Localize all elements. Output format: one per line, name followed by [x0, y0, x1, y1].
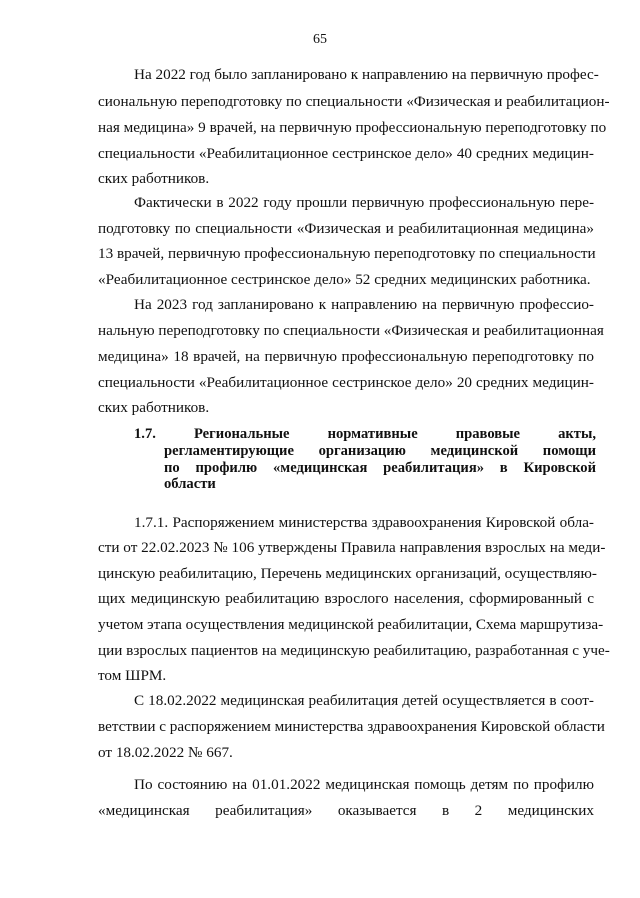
heading-line: регламентирующие организацию медицинской помощи — [164, 443, 596, 459]
text-line: цинскую реабилитацию, Перечень медицинских организаций, осуществляю- — [98, 565, 597, 582]
page-number: 65 — [313, 32, 327, 47]
heading-line: по профилю «медицинская реабилитация» в Кировской — [164, 460, 596, 476]
text-line: сти от 22.02.2023 № 106 утверждены Правила направления взрослых на меди- — [98, 539, 606, 556]
text-line: По состоянию на 01.01.2022 медицинская помощь детям по профилю — [134, 776, 594, 793]
text-line: сиональную переподготовку по специальности «Физическая и реабилитацион- — [98, 93, 610, 110]
text-line: 1.7.1. Распоряжением министерства здравоохранения Кировской обла- — [134, 514, 594, 531]
text-line: ная медицина» 9 врачей, на первичную профессиональную переподготовку по — [98, 119, 607, 136]
text-line: ции взрослых пациентов на медицинскую реабилитацию, разработанная с уче- — [98, 642, 610, 659]
text-line: том ШРМ. — [98, 667, 167, 684]
text-line: медицина» 18 врачей, на первичную профессиональную переподготовку по — [98, 348, 594, 365]
text-line: учетом этапа осуществления медицинской реабилитации, Схема маршрутиза- — [98, 616, 604, 633]
text-line: специальности «Реабилитационное сестринское дело» 20 средних медицин- — [98, 374, 594, 391]
text-line: На 2023 год запланировано к направлению на первичную профессио- — [134, 296, 594, 313]
text-line: нальную переподготовку по специальности «Физическая и реабилитационная — [98, 322, 604, 339]
text-line: С 18.02.2022 медицинская реабилитация детей осуществляется в соот- — [134, 692, 594, 709]
text-line: щих медицинскую реабилитацию взрослого населения, сформированный с — [98, 590, 594, 607]
text-line: подготовку по специальности «Физическая и реабилитационная медицина» — [98, 220, 594, 237]
heading-line: 1.7. Региональные нормативные правовые акты, — [134, 426, 596, 442]
text-line: ских работников. — [98, 170, 210, 187]
text-line: ветствии с распоряжением министерства здравоохранения Кировской области — [98, 718, 605, 735]
text-line: 13 врачей, первичную профессиональную переподготовку по специальности — [98, 245, 596, 262]
text-line: специальности «Реабилитационное сестринское дело» 40 средних медицин- — [98, 145, 594, 162]
text-line: «медицинская реабилитация» оказывается в 2 медицинских — [98, 802, 594, 819]
text-line: «Реабилитационное сестринское дело» 52 средних медицинских работника. — [98, 271, 591, 288]
heading-line: области — [164, 476, 216, 492]
text-line: от 18.02.2022 № 667. — [98, 744, 233, 761]
text-line: На 2022 год было запланировано к направлению на первичную профес- — [134, 66, 599, 83]
text-line: ских работников. — [98, 399, 210, 416]
text-line: Фактически в 2022 году прошли первичную профессиональную пере- — [134, 194, 594, 211]
